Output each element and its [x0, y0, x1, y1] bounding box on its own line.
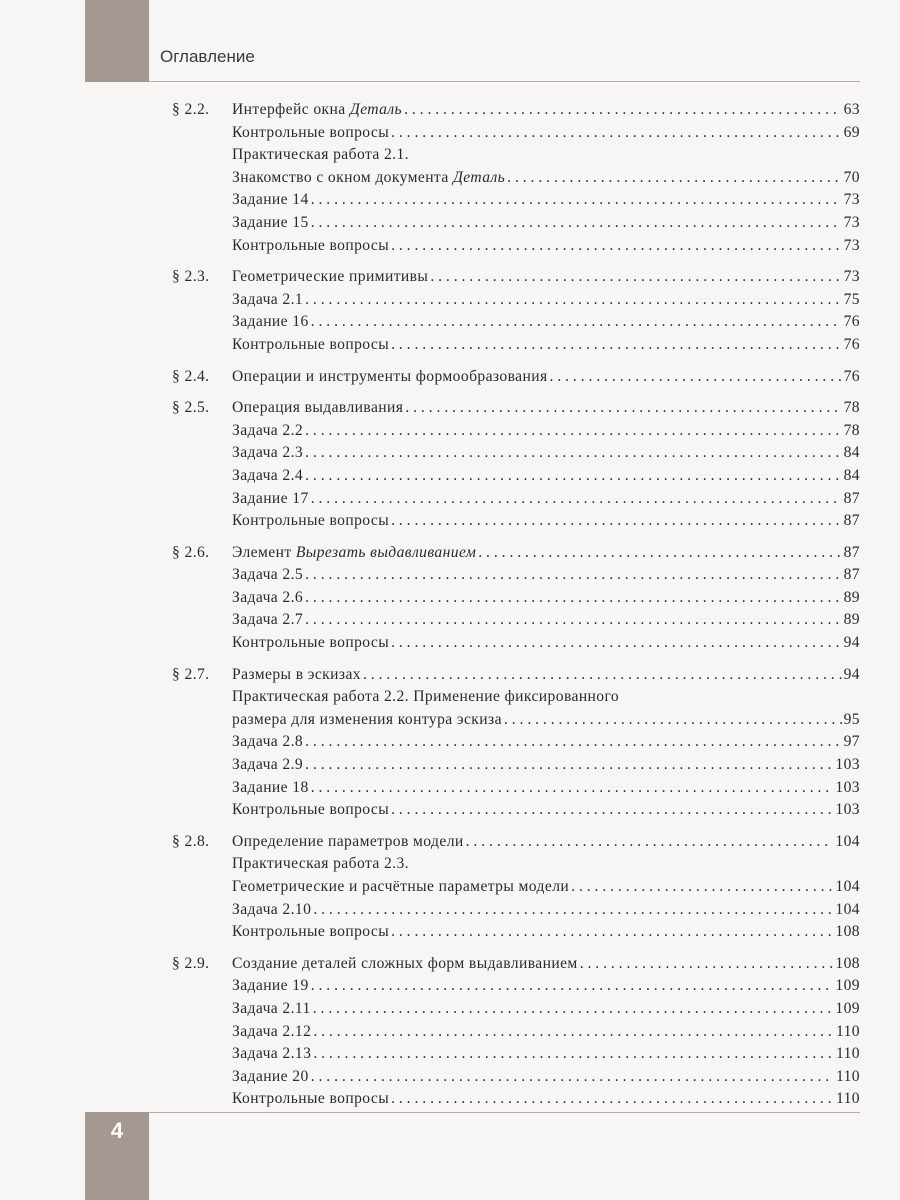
section-number: [172, 609, 232, 632]
entry-title: Задание 20: [232, 1067, 309, 1085]
entry-title: Размеры в эскизах: [232, 665, 361, 683]
entry-page-number: 84: [843, 466, 860, 484]
toc-entry: [172, 975, 860, 998]
entry-title: Задача 2.2: [232, 421, 304, 439]
toc-entry: [172, 754, 860, 777]
entry-title: Практическая работа 2.2. Применение фиксированного: [232, 688, 620, 706]
entry-page-number: 78: [843, 399, 860, 417]
entry-title: Задание 14: [232, 191, 309, 209]
section-number: § 2.6.: [172, 543, 210, 561]
section-number: [172, 754, 232, 777]
entry-page-number: 104: [835, 900, 860, 918]
dot-leader: [478, 542, 841, 565]
dot-leader: [391, 510, 842, 533]
toc-entry: [172, 144, 860, 167]
dot-leader: [305, 289, 841, 312]
entry-page-number: 76: [843, 367, 860, 385]
section-number: [172, 876, 232, 899]
section-number: [172, 212, 232, 235]
entry-title: Интерфейс окна: [232, 101, 350, 118]
dot-leader: [504, 709, 842, 732]
dot-leader: [311, 975, 834, 998]
entry-page-number: 103: [835, 801, 860, 819]
toc-section: [172, 831, 860, 944]
dot-leader: [305, 420, 841, 443]
entry-title: Контрольные вопросы: [232, 512, 390, 530]
entry-title: Задача 2.6: [232, 588, 304, 606]
entry-title: Элемент: [232, 543, 296, 561]
section-number: [172, 144, 232, 167]
dot-leader: [391, 334, 842, 357]
entry-title: Задача 2.3: [232, 444, 304, 462]
section-number: [172, 311, 232, 334]
entry-title: Контрольные вопросы: [232, 634, 390, 652]
section-number: [172, 289, 232, 312]
entry-title: Задание 17: [232, 489, 309, 507]
section-number: [172, 488, 232, 511]
entry-title: Задача 2.7: [232, 611, 304, 629]
section-number: [172, 799, 232, 822]
entry-page-number: 97: [843, 733, 860, 751]
toc-entry: [172, 366, 860, 389]
entry-page-number: 70: [843, 168, 860, 186]
toc-entry: [172, 1043, 860, 1066]
dot-leader: [311, 212, 842, 235]
entry-page-number: 103: [835, 756, 860, 774]
section-number: [172, 564, 232, 587]
toc-entry: [172, 731, 860, 754]
entry-page-number: 89: [843, 588, 860, 606]
dot-leader: [391, 1088, 834, 1111]
entry-title: Задание 16: [232, 313, 309, 331]
toc-entry: [172, 609, 860, 632]
toc-entry: [172, 1088, 860, 1111]
toc-section: [172, 366, 860, 389]
entry-title: Контрольные вопросы: [232, 335, 390, 353]
toc-entry: [172, 899, 860, 922]
entry-title: Контрольные вопросы: [232, 1090, 390, 1108]
toc-entry: [172, 289, 860, 312]
toc-entry: [172, 799, 860, 822]
section-number: [172, 167, 232, 190]
entry-page-number: 76: [843, 313, 860, 331]
entry-page-number: 63: [843, 101, 860, 118]
toc-entry: [172, 853, 860, 876]
dot-leader: [466, 831, 834, 854]
toc-entry: [172, 921, 860, 944]
dot-leader: [311, 189, 842, 212]
entry-title: Задача 2.4: [232, 466, 304, 484]
toc-entry: [172, 167, 860, 190]
entry-title: Задание 18: [232, 778, 309, 796]
dot-leader: [305, 564, 841, 587]
toc-entry: [172, 212, 860, 235]
toc-entry: [172, 465, 860, 488]
section-number: § 2.5.: [172, 399, 210, 417]
section-number: [172, 1021, 232, 1044]
toc-section: [172, 266, 860, 356]
entry-page-number: 108: [835, 954, 860, 972]
entry-page-number: 110: [835, 1022, 860, 1040]
toc-entry: [172, 311, 860, 334]
dot-leader: [311, 488, 842, 511]
entry-page-number: 89: [843, 611, 860, 629]
entry-title: Знакомство с окном документа: [232, 168, 453, 186]
entry-title: Геометрические примитивы: [232, 268, 429, 286]
entry-title: Контрольные вопросы: [232, 123, 390, 141]
section-number: [172, 189, 232, 212]
toc-entry: [172, 334, 860, 357]
dot-leader: [580, 953, 834, 976]
toc-entry: [172, 777, 860, 800]
entry-title: Задача 2.13: [232, 1045, 312, 1063]
dot-leader: [313, 1021, 834, 1044]
section-number: [172, 975, 232, 998]
dot-leader: [305, 731, 841, 754]
entry-title: Задача 2.5: [232, 566, 304, 584]
toc-entry: [172, 488, 860, 511]
dot-leader: [305, 609, 841, 632]
dot-leader: [391, 921, 833, 944]
section-number: § 2.8.: [172, 832, 210, 850]
entry-page-number: 73: [843, 268, 860, 286]
header-side-bar: [85, 0, 149, 82]
section-number: § 2.9.: [172, 954, 210, 972]
toc-entry: [172, 998, 860, 1021]
toc-entry: [172, 397, 860, 420]
section-number: [172, 442, 232, 465]
page-header-title: Оглавление: [160, 47, 255, 66]
entry-title: Определение параметров модели: [232, 832, 464, 850]
entry-title: Практическая работа 2.1.: [232, 146, 409, 164]
entry-title-italic: Деталь: [452, 168, 506, 186]
dot-leader: [550, 366, 842, 389]
toc-entry: [172, 542, 860, 565]
entry-page-number: 104: [835, 878, 860, 895]
toc-entry: [172, 189, 860, 212]
section-number: [172, 235, 232, 258]
entry-title: Практическая работа 2.3.: [232, 855, 409, 873]
entry-title: Геометрические и расчётные параметры модели: [232, 878, 570, 895]
entry-page-number: 87: [843, 543, 860, 561]
toc-entry: [172, 510, 860, 533]
footer-divider: [149, 1112, 860, 1113]
section-number: § 2.7.: [172, 665, 210, 683]
entry-page-number: 75: [843, 290, 860, 308]
entry-title: размера для изменения контура эскиза: [232, 710, 502, 728]
toc-entry: [172, 587, 860, 610]
dot-leader: [313, 998, 834, 1021]
entry-page-number: 94: [843, 665, 860, 683]
entry-title-italic: Вырезать выдавливанием: [295, 543, 477, 561]
toc-entry: [172, 953, 860, 976]
toc-entry: [172, 664, 860, 687]
section-number: [172, 998, 232, 1021]
toc-entry: [172, 1066, 860, 1089]
entry-page-number: 76: [843, 335, 860, 353]
toc-entry: [172, 564, 860, 587]
entry-title: Задача 2.1: [232, 290, 304, 308]
section-number: [172, 587, 232, 610]
toc-entry: [172, 122, 860, 145]
section-number: [172, 465, 232, 488]
entry-title: Создание деталей сложных форм выдавливанием: [232, 954, 578, 972]
toc-entry: [172, 632, 860, 655]
toc-entry: [172, 235, 860, 258]
toc-section: [172, 542, 860, 655]
dot-leader: [305, 754, 833, 777]
entry-page-number: 109: [835, 999, 860, 1017]
section-number: § 2.3.: [172, 268, 210, 286]
section-number: [172, 122, 232, 145]
dot-leader: [405, 397, 841, 420]
toc-entry: [172, 1021, 860, 1044]
entry-page-number: 69: [843, 123, 860, 141]
page-number: 4: [110, 1118, 124, 1143]
section-number: [172, 510, 232, 533]
section-number: § 2.4.: [172, 367, 210, 385]
toc-entry: [172, 266, 860, 289]
entry-title-italic: Деталь: [349, 101, 403, 118]
section-number: [172, 899, 232, 922]
entry-title: Задание 15: [232, 213, 309, 231]
entry-title: Задача 2.10: [232, 900, 312, 918]
dot-leader: [404, 99, 842, 122]
entry-title: Задание 19: [232, 977, 309, 995]
section-number: [172, 334, 232, 357]
entry-title: Задача 2.8: [232, 733, 304, 751]
dot-leader: [571, 876, 833, 899]
dot-leader: [391, 235, 842, 258]
entry-page-number: 110: [835, 1090, 860, 1108]
table-of-contents: [172, 99, 860, 1120]
toc-section: [172, 953, 860, 1111]
dot-leader: [391, 122, 842, 145]
entry-title: Операция выдавливания: [232, 399, 404, 417]
section-number: [172, 731, 232, 754]
entry-page-number: 84: [843, 444, 860, 462]
entry-title: Задача 2.9: [232, 756, 304, 774]
toc-entry: [172, 442, 860, 465]
dot-leader: [311, 311, 842, 334]
dot-leader: [313, 1043, 834, 1066]
section-number: [172, 921, 232, 944]
section-number: [172, 853, 232, 876]
toc-section: [172, 99, 860, 257]
section-number: [172, 777, 232, 800]
toc-section: [172, 664, 860, 822]
dot-leader: [430, 266, 841, 289]
entry-title: Контрольные вопросы: [232, 236, 390, 254]
entry-page-number: 108: [835, 923, 860, 941]
dot-leader: [311, 777, 834, 800]
dot-leader: [305, 442, 841, 465]
entry-title: Операции и инструменты формообразования: [232, 367, 548, 385]
header-divider: [149, 81, 860, 82]
dot-leader: [363, 664, 842, 687]
section-number: [172, 1043, 232, 1066]
section-number: [172, 1066, 232, 1089]
entry-page-number: 103: [835, 778, 860, 796]
section-number: [172, 420, 232, 443]
section-number: [172, 686, 232, 709]
entry-page-number: 73: [843, 191, 860, 209]
dot-leader: [305, 465, 841, 488]
section-number: [172, 709, 232, 732]
entry-page-number: 109: [835, 977, 860, 995]
dot-leader: [311, 1066, 834, 1089]
entry-page-number: 87: [843, 512, 860, 530]
section-number: [172, 1088, 232, 1111]
toc-entry: [172, 99, 860, 122]
entry-page-number: 94: [843, 634, 860, 652]
dot-leader: [391, 632, 842, 655]
entry-page-number: 95: [843, 710, 860, 728]
dot-leader: [313, 899, 833, 922]
entry-page-number: 110: [835, 1067, 860, 1085]
entry-title: Контрольные вопросы: [232, 801, 390, 819]
dot-leader: [507, 167, 841, 190]
entry-page-number: 110: [835, 1045, 860, 1063]
toc-entry: [172, 686, 860, 709]
dot-leader: [305, 587, 841, 610]
entry-title: Задача 2.11: [232, 999, 311, 1017]
entry-title: Контрольные вопросы: [232, 923, 390, 941]
entry-page-number: 73: [843, 236, 860, 254]
section-number: § 2.2.: [172, 101, 210, 118]
entry-page-number: 78: [843, 421, 860, 439]
entry-page-number: 73: [843, 213, 860, 231]
toc-entry: [172, 831, 860, 854]
entry-page-number: 87: [843, 489, 860, 507]
toc-entry: [172, 876, 860, 899]
toc-section: [172, 397, 860, 533]
entry-title: Задача 2.12: [232, 1022, 312, 1040]
toc-entry: [172, 709, 860, 732]
dot-leader: [391, 799, 833, 822]
section-number: [172, 632, 232, 655]
entry-page-number: 87: [843, 566, 860, 584]
entry-page-number: 104: [835, 832, 860, 850]
toc-entry: [172, 420, 860, 443]
